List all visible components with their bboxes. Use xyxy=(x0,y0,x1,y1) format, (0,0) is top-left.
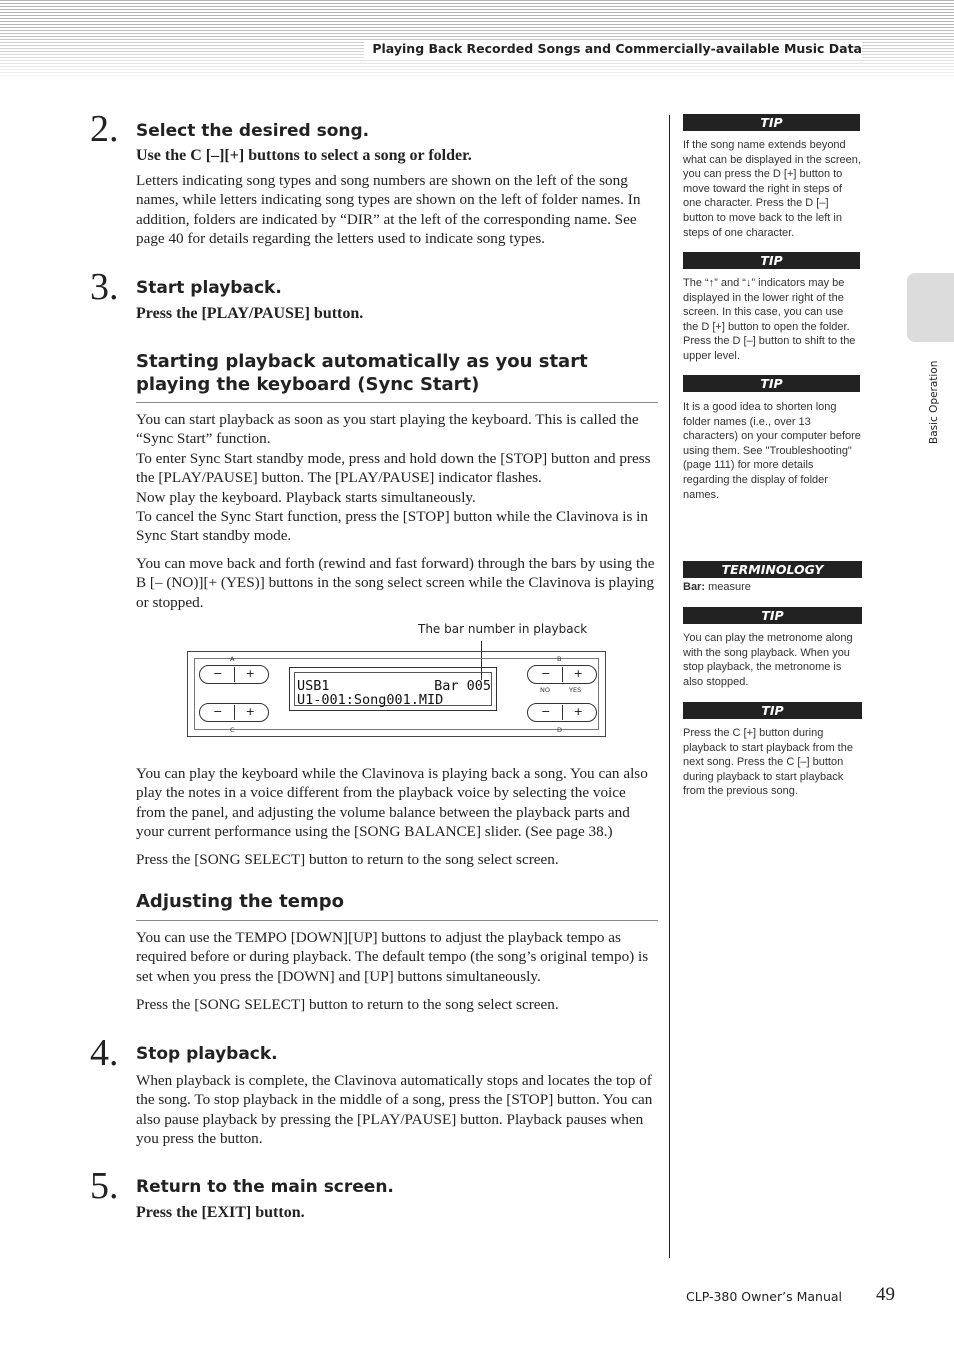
section-tab-label: Basic Operation xyxy=(928,360,940,444)
button-d-pair xyxy=(527,703,597,722)
tip-text: Press the C [+] button during playback to start playback from the next song. Press the C [–] button during playback to start playback from the previous song. xyxy=(683,727,853,798)
tip-label: TIP xyxy=(683,375,860,392)
panel-label-b: B xyxy=(557,655,562,663)
lcd-line-1: USB1 xyxy=(297,678,330,694)
lcd-display xyxy=(289,667,497,711)
section-heading: Starting playback automatically as you start playing the keyboard (Sync Start) xyxy=(136,351,588,395)
term-word: Bar: xyxy=(683,581,706,593)
page-number: 49 xyxy=(876,1284,895,1305)
tip-label: TIP xyxy=(683,607,862,624)
button-d-minus: − xyxy=(541,705,551,718)
panel-label-yes: YES xyxy=(569,686,582,694)
sync-start-line: Now play the keyboard. Playback starts simultaneously. xyxy=(136,488,476,506)
return-paragraph: Press the [SONG SELECT] button to return to the song select screen. xyxy=(136,851,559,868)
lcd-line-2: U1-001:Song001.MID xyxy=(297,692,444,708)
figure-callout: The bar number in playback xyxy=(418,622,588,636)
tip-label: TIP xyxy=(683,252,860,269)
panel-label-a: A xyxy=(230,655,235,663)
step-heading: Select the desired song. xyxy=(136,121,370,141)
button-b-minus: − xyxy=(541,667,551,680)
tempo-paragraph: You can use the TEMPO [DOWN][UP] buttons to adjust the playback tempo as required before or during playback. The default tempo (the song’s original tempo) is set when you press the [DOWN] and [UP] buttons simultaneously. xyxy=(136,929,649,985)
lcd-bar-number: Bar 005 xyxy=(434,678,491,694)
section-rule xyxy=(136,402,658,403)
sync-start-paragraph xyxy=(136,410,658,546)
step-number: 4. xyxy=(90,1032,119,1074)
step-heading: Start playback. xyxy=(136,278,282,298)
button-c-minus: − xyxy=(213,705,223,718)
step-action: Use the C [–][+] buttons to select a song or folder. xyxy=(136,147,472,164)
step-heading: Return to the main screen. xyxy=(136,1177,394,1197)
tempo-heading: Adjusting the tempo xyxy=(136,891,344,912)
button-d-plus: + xyxy=(562,705,595,720)
play-along-paragraph: You can play the keyboard while the Clavinova is playing back a song. You can also play the notes in a voice different from the playback voice by selecting the voice from the panel, and adjusting the volume balance between the playback parts and your current performance using the [SONG BALANCE] slider. (See page 38.) xyxy=(136,765,648,841)
button-a-minus: − xyxy=(213,667,223,680)
header-decoration xyxy=(0,0,954,76)
tip-label: TIP xyxy=(683,114,860,131)
button-a-plus: + xyxy=(234,667,267,682)
tip-text: The “↑” and “↓” indicators may be displayed in the lower right of the screen. In this case, you can use the D [+] button to open the folder. Press the D [–] button to shift to the upper level. xyxy=(683,277,856,362)
term-definition: measure xyxy=(708,581,751,593)
panel-label-c: C xyxy=(230,726,235,734)
button-c-plus: + xyxy=(234,705,267,720)
rewind-paragraph: You can move back and forth (rewind and fast forward) through the bars by using the B [– (NO)][+ (YES)] buttons in the song select screen while the Clavinova is playing or stopped. xyxy=(136,555,655,611)
terminology-entry xyxy=(683,580,861,595)
button-b-pair xyxy=(527,665,597,684)
step-action: Press the [PLAY/PAUSE] button. xyxy=(136,305,364,322)
column-divider xyxy=(669,115,670,1258)
tip-label: TIP xyxy=(683,702,862,719)
step-number: 3. xyxy=(90,266,119,308)
tip-text: If the song name extends beyond what can be displayed in the screen, you can press the D [+] button to move toward the right in steps of one character. Press the D [–] button to move back to the left in steps of one character. xyxy=(683,139,861,239)
panel-label-d: D xyxy=(557,726,563,734)
sync-start-line: To enter Sync Start standby mode, press and hold down the [STOP] button and press the [PLAY/PAUSE] button. The [PLAY/PAUSE] indicator flashes. xyxy=(136,449,651,487)
tip-text: It is a good idea to shorten long folder names (i.e., over 13 characters) on your computer before using them. See "Troubleshooting" (page 111) for more details regarding the display of folder names. xyxy=(683,401,861,501)
running-header: Playing Back Recorded Songs and Commercially-available Music Data xyxy=(364,40,862,58)
footer-manual-title: CLP-380 Owner’s Manual xyxy=(686,1289,842,1304)
tempo-return-paragraph: Press the [SONG SELECT] button to return to the song select screen. xyxy=(136,996,559,1013)
sync-start-line: You can start playback as soon as you start playing the keyboard. This is called the “Sync Start” function. xyxy=(136,411,639,448)
step-body: Letters indicating song types and song numbers are shown on the left of the song names, while letters indicating song types are shown on the left of folder names. In addition, folders are indicated by “DIR” at the left of the corresponding name. See page 40 for details regarding the letters used to indicate song types. xyxy=(136,172,641,248)
terminology-label: TERMINOLOGY xyxy=(683,561,862,578)
step-number: 2. xyxy=(90,108,119,150)
section-tab xyxy=(907,273,954,342)
panel-label-no: NO xyxy=(540,686,550,694)
step-body: When playback is complete, the Clavinova automatically stops and locates the top of the song. To stop playback in the middle of a song, press the [STOP] button. You can also pause playback by pressing the [PLAY/PAUSE] button. Playback pauses when you press the button. xyxy=(136,1072,653,1148)
sync-start-line: To cancel the Sync Start function, press the [STOP] button while the Clavinova is in Sync Start standby mode. xyxy=(136,508,648,545)
tempo-rule xyxy=(136,920,658,921)
step-action: Press the [EXIT] button. xyxy=(136,1204,305,1221)
tip-text: You can play the metronome along with the song playback. When you stop playback, the metronome is also stopped. xyxy=(683,632,853,688)
step-number: 5. xyxy=(90,1165,119,1207)
button-b-plus: + xyxy=(562,667,595,682)
step-heading: Stop playback. xyxy=(136,1044,278,1064)
button-c-pair xyxy=(199,703,269,722)
button-a-pair xyxy=(199,665,269,684)
